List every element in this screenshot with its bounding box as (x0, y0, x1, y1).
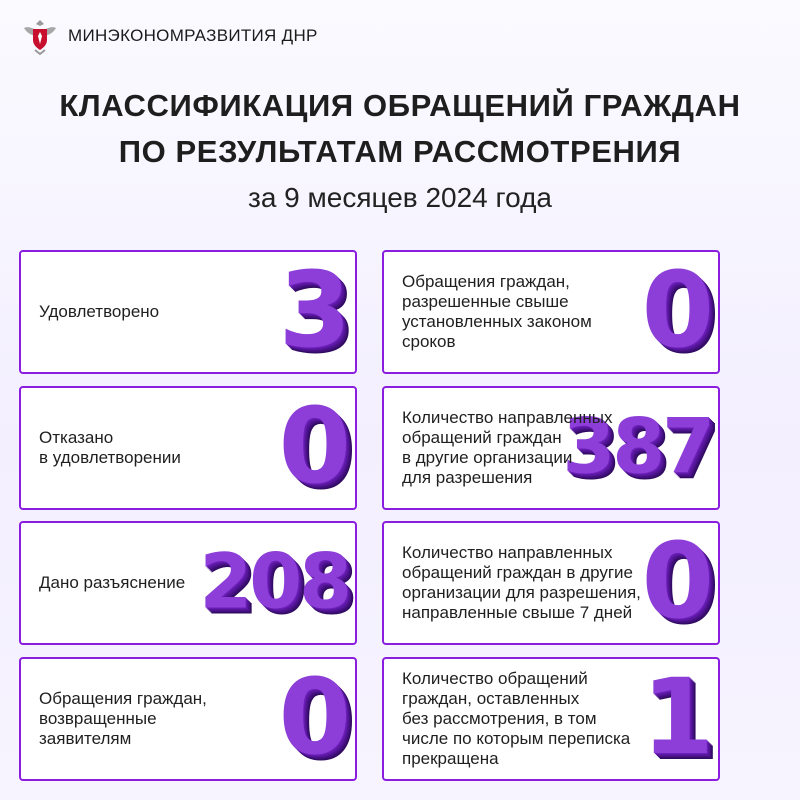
card-label-line: Количество направленных (402, 543, 613, 562)
card-label-line: обращений граждан (402, 428, 562, 447)
card-label-line: Количество обращений (402, 669, 588, 688)
card-value: 3 (278, 248, 347, 371)
card-label-line: Отказано (39, 428, 114, 447)
card-label (21, 689, 207, 749)
card-label-line: Количество направленных (402, 408, 613, 427)
page-title-line-2: ПО РЕЗУЛЬТАТАМ РАССМОТРЕНИЯ (118, 134, 682, 169)
card-value: 387 (562, 401, 712, 491)
card-label-line: организации для разрешения, (402, 583, 641, 602)
card-forwarded-late (382, 521, 720, 645)
card-label-line: Удовлетворено (39, 302, 160, 321)
card-label (384, 669, 630, 769)
card-value: 208 (199, 536, 349, 626)
page-subtitle: за 9 месяцев 2024 года (247, 182, 552, 213)
brand (18, 14, 318, 58)
card-label (21, 302, 159, 322)
card-label-line: установленных законом (402, 312, 592, 331)
card-value: 1 (641, 655, 710, 778)
coat-of-arms-icon (18, 14, 62, 58)
card-label-line: в удовлетворении (39, 448, 181, 467)
card-label-line: граждан, оставленных (402, 689, 580, 708)
card-label-line: без рассмотрения, в том (402, 709, 597, 728)
card-label-line: возвращенные (39, 709, 157, 728)
card-satisfied (19, 250, 357, 374)
card-label (384, 543, 641, 623)
card-label-line: сроков (402, 332, 456, 351)
card-label-line: обращений граждан в другие (402, 563, 634, 582)
card-refused (19, 386, 357, 510)
card-label-line: направленные свыше 7 дней (402, 603, 633, 622)
card-label (21, 428, 181, 468)
card-label (21, 573, 185, 593)
card-value: 0 (641, 519, 710, 642)
card-label-line: Дано разъяснение (39, 573, 186, 592)
card-value: 0 (278, 384, 347, 507)
card-explained (19, 521, 357, 645)
card-unconsidered (382, 657, 720, 781)
card-forwarded (382, 386, 720, 510)
card-returned (19, 657, 357, 781)
card-label (384, 272, 592, 352)
card-label-line: Обращения граждан, (402, 272, 570, 291)
org-name: МИНЭКОНОМРАЗВИТИЯ ДНР (68, 26, 318, 45)
card-label-line: числе по которым переписка (402, 729, 631, 748)
card-label-line: Обращения граждан, (39, 689, 207, 708)
card-label-line: разрешенные свыше (402, 292, 569, 311)
card-label-line: для разрешения (402, 468, 533, 487)
card-resolved-overdue (382, 250, 720, 374)
card-value: 0 (641, 248, 710, 371)
card-value: 0 (278, 655, 347, 778)
card-label-line: заявителям (39, 729, 132, 748)
page-title-line-1: КЛАССИФИКАЦИЯ ОБРАЩЕНИЙ ГРАЖДАН (59, 88, 741, 123)
card-label-line: прекращена (402, 749, 499, 768)
card-label (384, 408, 612, 488)
card-label-line: в другие организации (402, 448, 573, 467)
